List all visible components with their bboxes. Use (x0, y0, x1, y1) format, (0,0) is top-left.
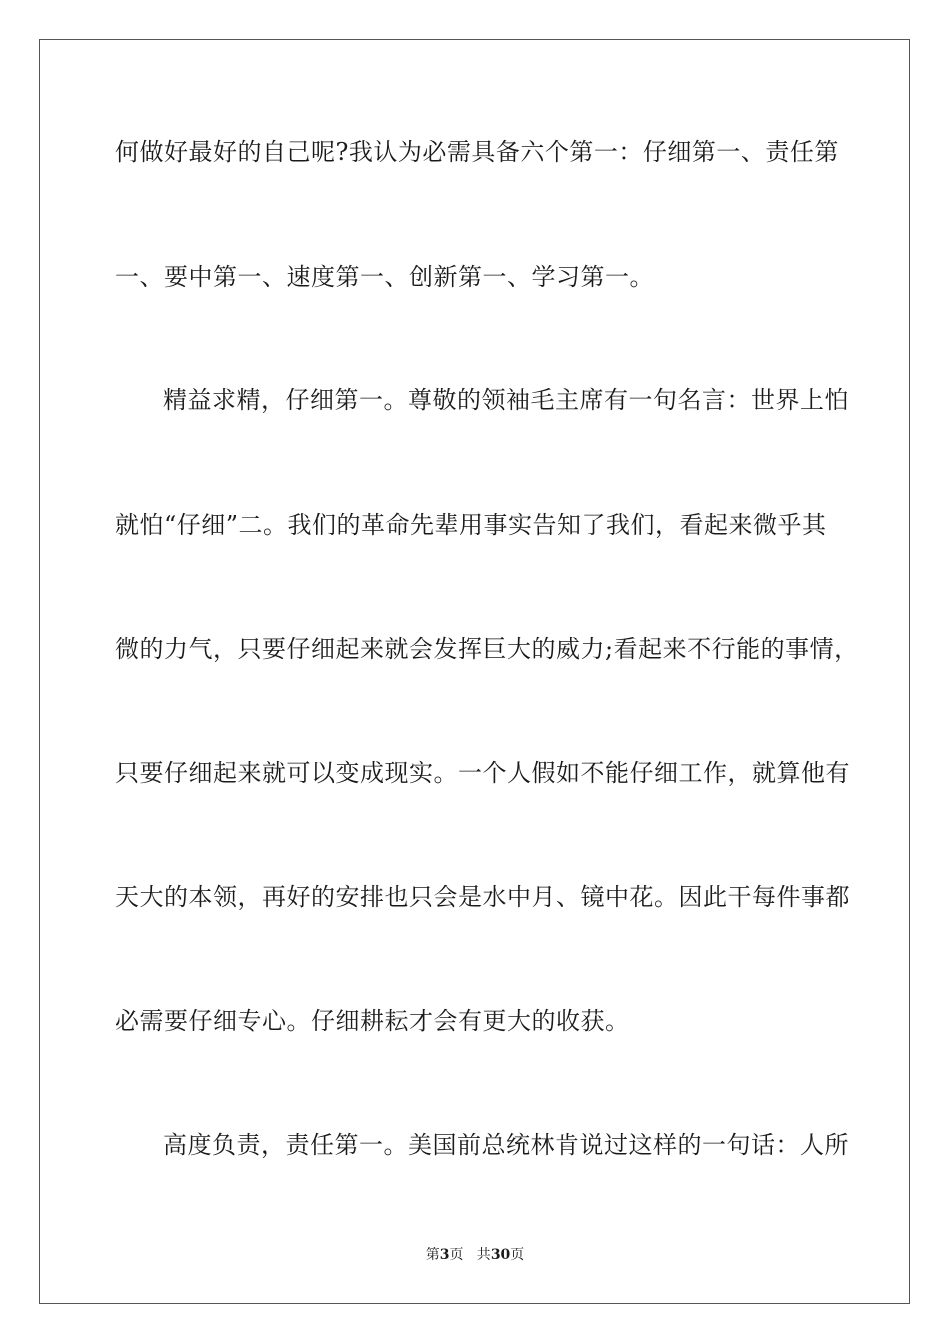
footer-page-prefix: 第 (425, 1247, 440, 1263)
paragraph-start-1: 精益求精，仔细第一。尊敬的领袖毛主席有一句名言：世界上怕 (163, 386, 849, 414)
body-line-1: 何做好最好的自己呢?我认为必需具备六个第一：仔细第一、责任第 (115, 138, 839, 166)
body-line-8: 必需要仔细专心。仔细耕耘才会有更大的收获。 (115, 1007, 630, 1035)
page-border (39, 39, 910, 1304)
paragraph-start-2: 高度负责，责任第一。美国前总统林肯说过这样的一句话：人所 (163, 1131, 849, 1159)
page-footer (0, 1246, 950, 1264)
footer-total-pages: 30 (490, 1247, 511, 1263)
body-line-5: 微的力气，只要仔细起来就会发挥巨大的威力;看起来不行能的事情， (115, 635, 859, 663)
footer-current-page: 3 (439, 1247, 450, 1263)
body-line-2: 一、要中第一、速度第一、创新第一、学习第一。 (115, 263, 654, 291)
body-line-7: 天大的本领，再好的安排也只会是水中月、镜中花。因此干每件事都 (115, 883, 850, 911)
body-line-4: 就怕“仔细”二。我们的革命先辈用事实告知了我们，看起来微乎其 (115, 511, 827, 539)
footer-page-suffix: 页 (510, 1247, 525, 1263)
body-line-6: 只要仔细起来就可以变成现实。一个人假如不能仔细工作，就算他有 (115, 759, 850, 787)
footer-page-mid: 页 共 (449, 1247, 491, 1263)
